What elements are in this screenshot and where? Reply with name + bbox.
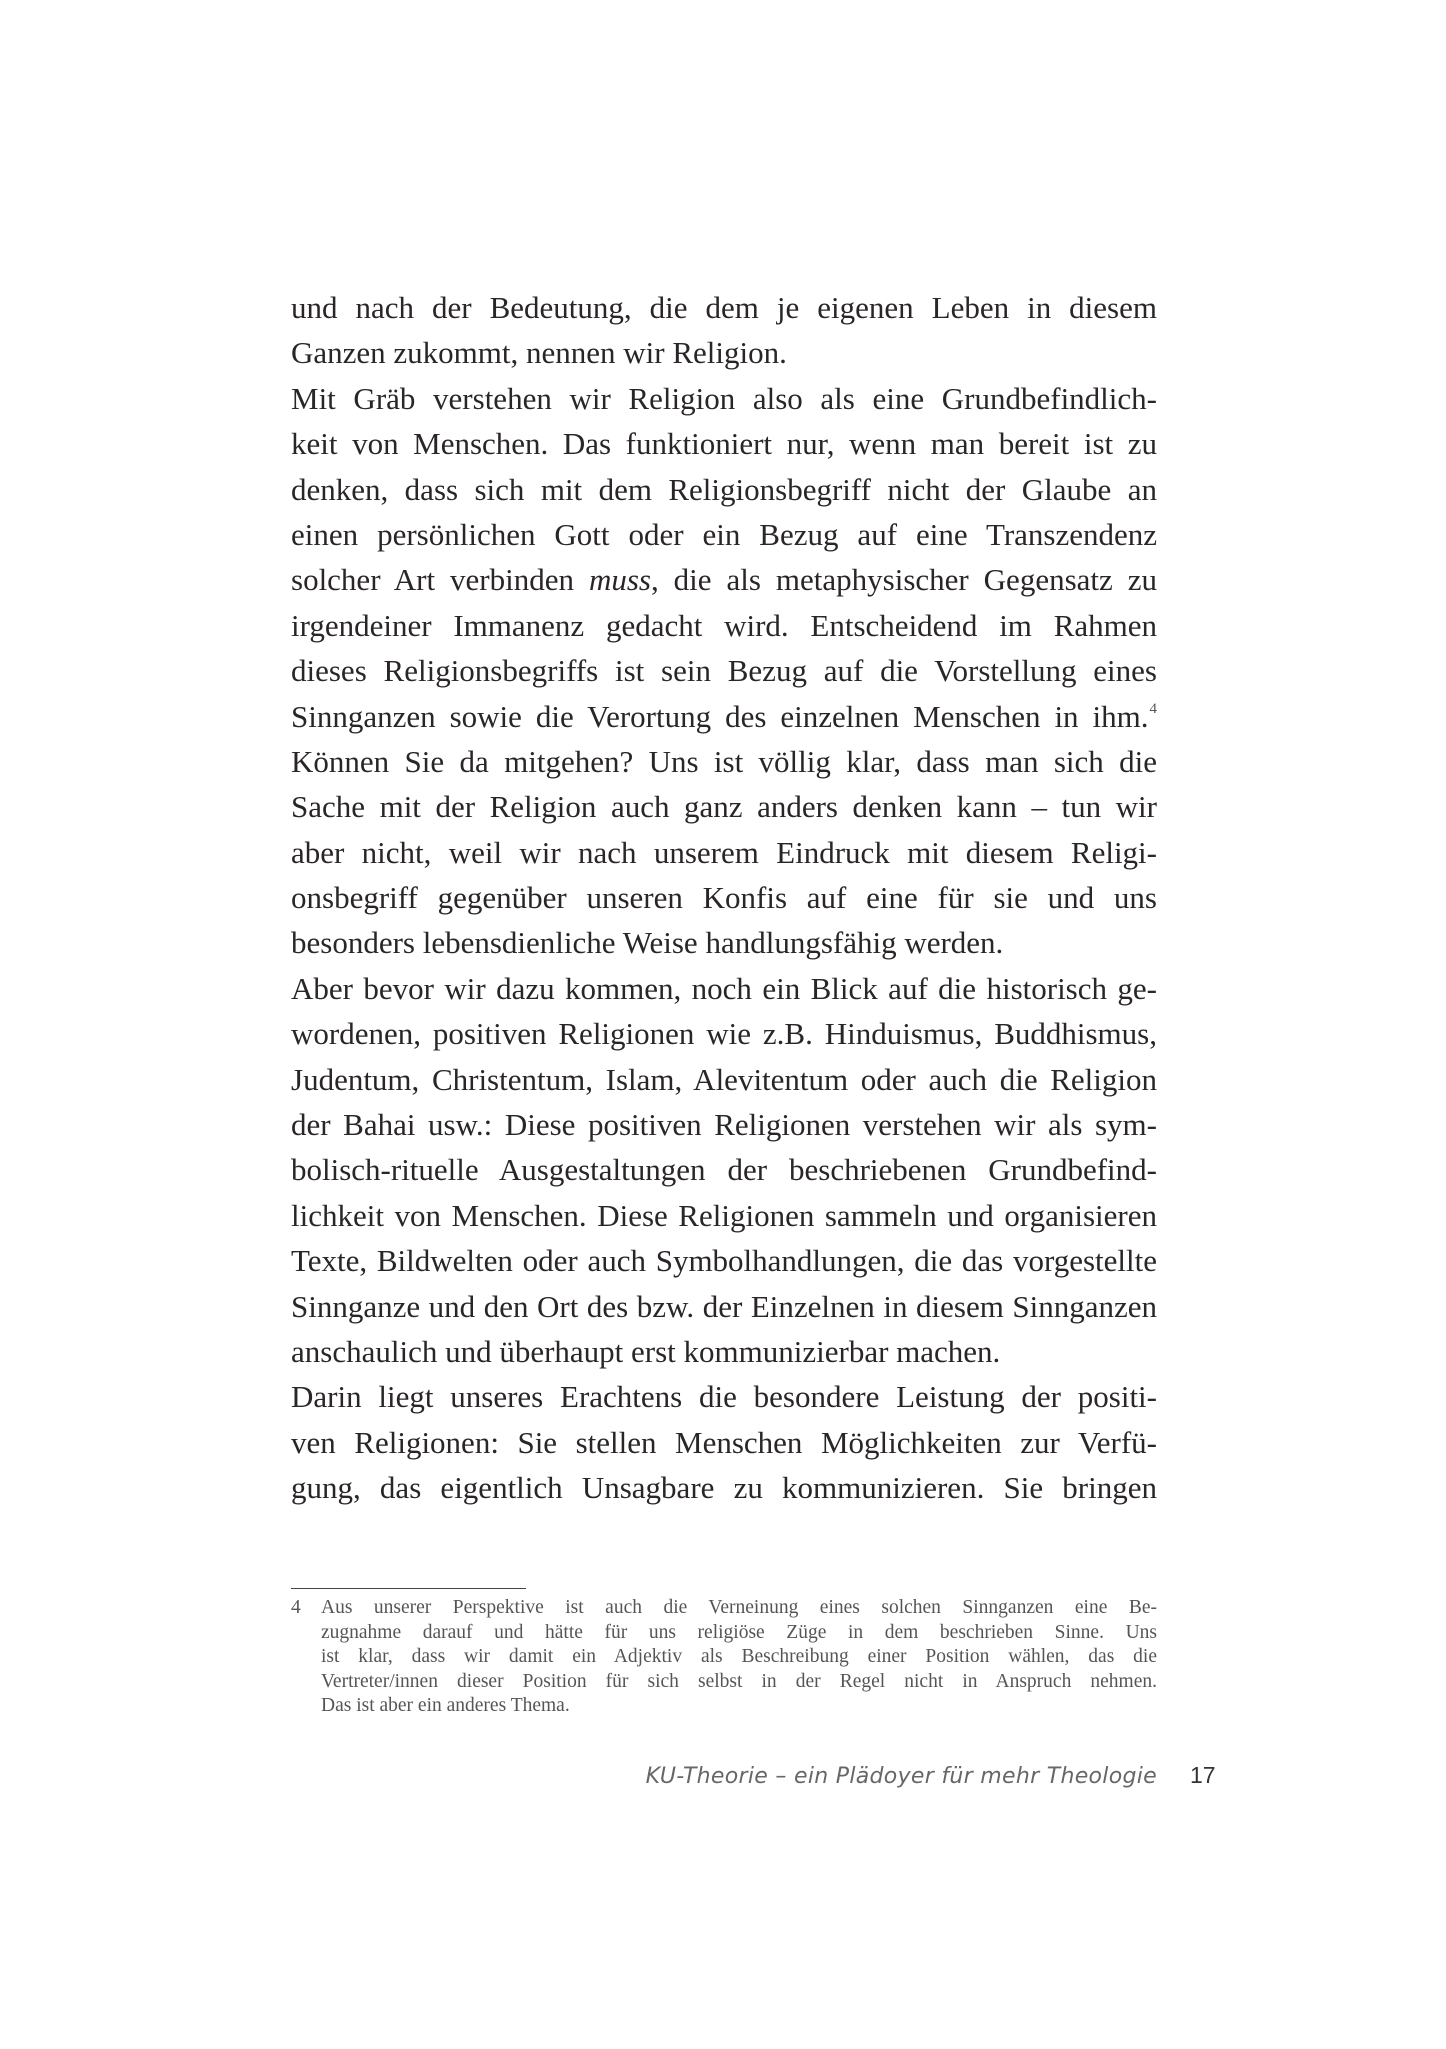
footnote-reference[interactable]: 4 (1149, 700, 1157, 717)
page-number: 17 (1190, 1762, 1216, 1788)
text-line: denken, dass sich mit dem Religionsbegriff nicht der Glaube an (291, 471, 1157, 507)
text-line: gung, das eigentlich Unsagbare zu kommunizieren. Sie bringen (291, 1470, 1157, 1506)
footnote-number: 4 (291, 1597, 301, 1618)
text-line: Mit Gräb verstehen wir Religion also als eine Grundbefindlich- (291, 380, 1157, 416)
footnote-text (321, 1596, 1157, 1719)
footnote-line: ist klar, dass wir damit ein Adjektiv als Beschreibung einer Position wählen, das die (321, 1646, 1157, 1668)
text-line: Texte, Bildwelten oder auch Symbolhandlungen, die das vorgestellte (291, 1243, 1157, 1279)
text-line: Sache mit der Religion auch ganz anders denken kann – tun wir (291, 789, 1157, 825)
text-line: der Bahai usw.: Diese positiven Religionen verstehen wir als sym- (291, 1107, 1157, 1143)
text-line: besonders lebensdienliche Weise handlungsfähig werden. (291, 925, 1004, 961)
text-line: irgendeiner Immanenz gedacht wird. Entscheidend im Rahmen (291, 607, 1157, 643)
text-line: Darin liegt unseres Erachtens die besondere Leistung der positi- (291, 1379, 1157, 1415)
text-segment: solcher Art verbinden (291, 562, 589, 598)
emphasis: muss (588, 562, 651, 598)
text-line: Können Sie da mitgehen? Uns ist völlig klar, dass man sich die (291, 743, 1157, 779)
text-line: lichkeit von Menschen. Diese Religionen sammeln und organisieren (291, 1197, 1157, 1233)
text-segment: , die als metaphysischer Gegensatz zu (650, 562, 1157, 598)
footnote-line: Vertreter/innen dieser Position für sich selbst in der Regel nicht in Anspruch nehmen. (321, 1670, 1157, 1692)
text-segment: Sinnganzen sowie die Verortung des einzelnen Menschen in ihm. (291, 698, 1149, 734)
text-line: Aber bevor wir dazu kommen, noch ein Blick auf die historisch ge- (291, 970, 1157, 1006)
footnote-line: Aus unserer Perspektive ist auch die Verneinung eines solchen Sinnganzen eine Be- (321, 1597, 1157, 1618)
text-line: einen persönlichen Gott oder ein Bezug auf eine Transzendenz (291, 516, 1157, 552)
body-text (291, 285, 1157, 1511)
text-line: Sinnganze und den Ort des bzw. der Einzelnen in diesem Sinnganzen (291, 1288, 1157, 1324)
text-line: und nach der Bedeutung, die dem je eigenen Leben in diesem (291, 290, 1157, 325)
footnote-divider (291, 1588, 526, 1589)
footnote (291, 1596, 1157, 1719)
text-line: Judentum, Christentum, Islam, Alevitentum oder auch die Religion (291, 1061, 1157, 1097)
text-line: aber nicht, weil wir nach unserem Eindruck mit diesem Religi- (291, 834, 1157, 870)
text-line: onsbegriff gegenüber unseren Konfis auf eine für sie und uns (291, 880, 1157, 916)
text-line: anschaulich und überhaupt erst kommunizierbar machen. (291, 1333, 1001, 1369)
footnote-line: zugnahme darauf und hätte für uns religiöse Züge in dem beschrieben Sinne. Uns (321, 1621, 1157, 1643)
text-line: bolisch-rituelle Ausgestaltungen der beschriebenen Grundbefind- (291, 1152, 1157, 1188)
text-line: keit von Menschen. Das funktioniert nur, wenn man bereit ist zu (291, 426, 1157, 462)
text-line: ven Religionen: Sie stellen Menschen Möglichkeiten zur Verfü- (291, 1424, 1157, 1460)
text-line: Ganzen zukommt, nennen wir Religion. (291, 335, 787, 371)
text-line (291, 694, 1157, 739)
text-line: wordenen, positiven Religionen wie z.B. Hinduismus, Buddhismus, (291, 1016, 1157, 1052)
text-line: dieses Religionsbegriffs ist sein Bezug auf die Vorstellung eines (291, 653, 1157, 689)
running-footer-title: KU-Theorie – ein Plädoyer für mehr Theologie (645, 1764, 1157, 1789)
footnote-line: Das ist aber ein anderes Thema. (321, 1695, 570, 1717)
text-line (291, 557, 1157, 602)
